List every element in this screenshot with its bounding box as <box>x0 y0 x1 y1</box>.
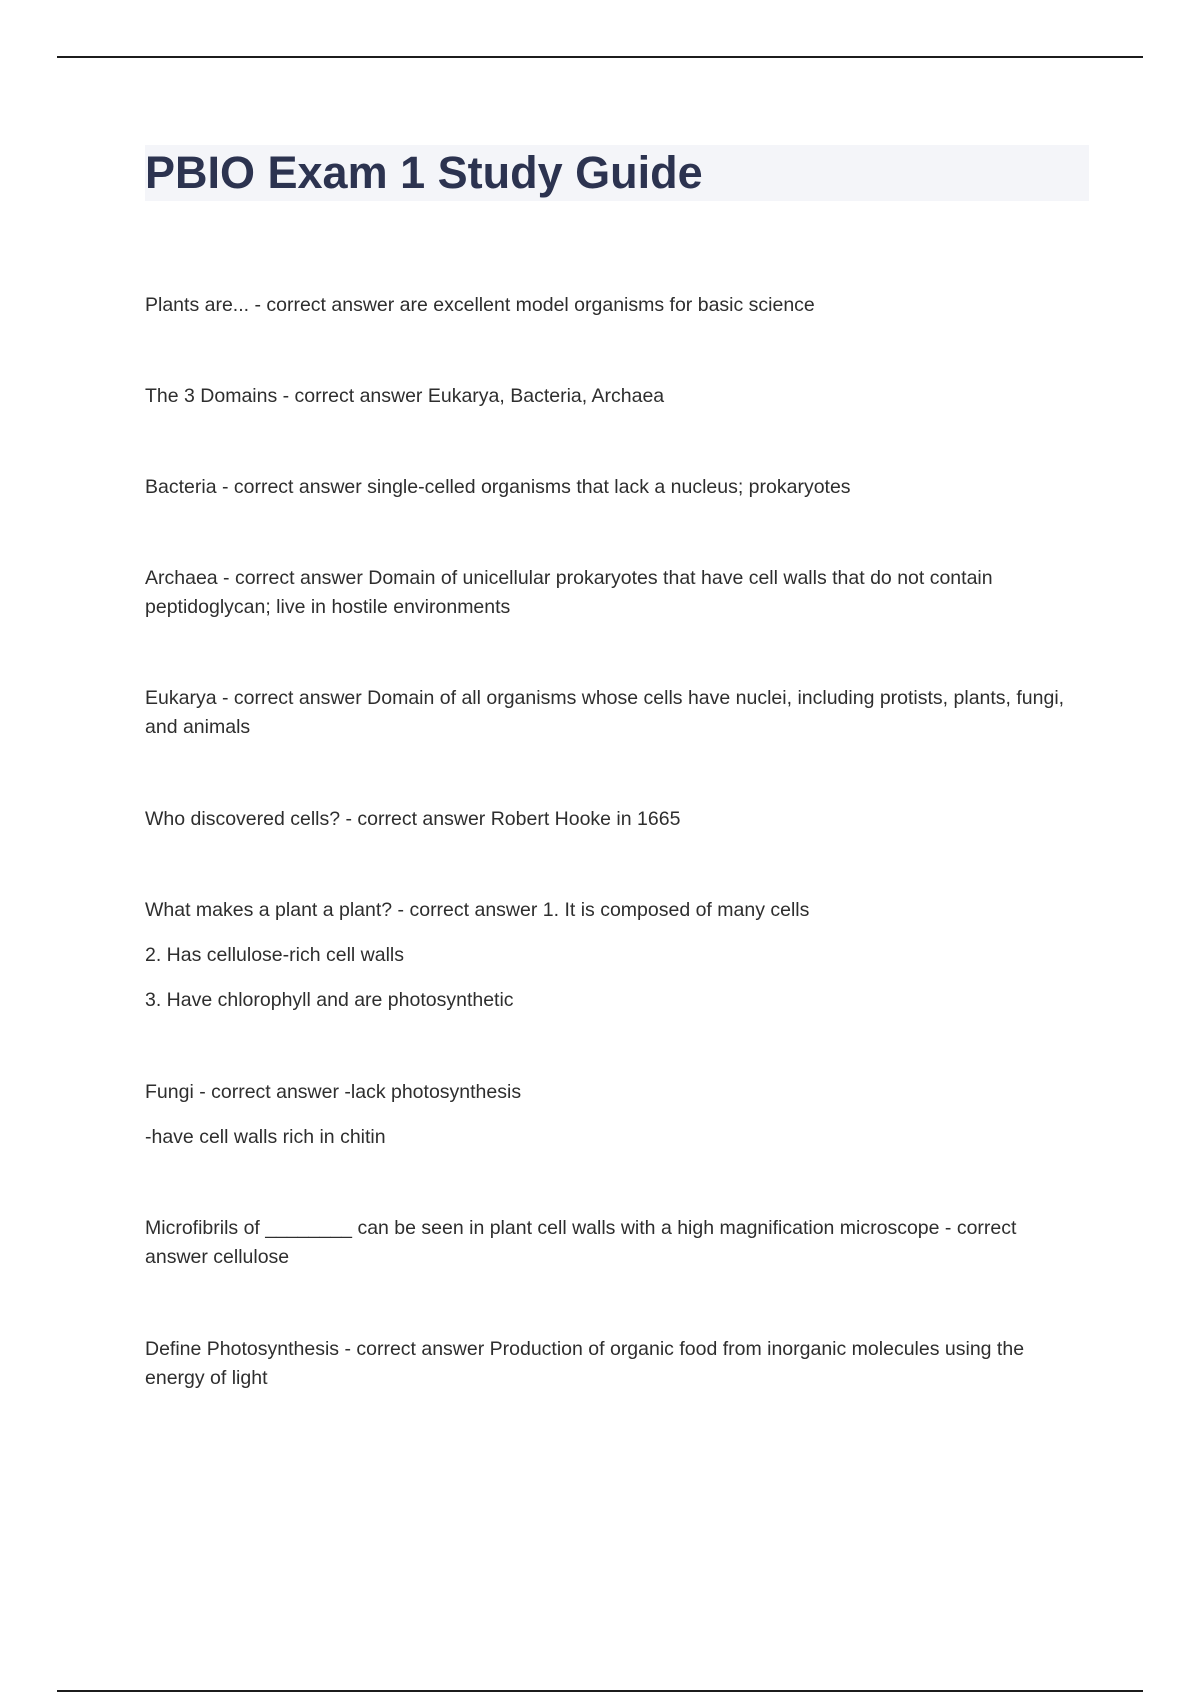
bottom-rule <box>57 1690 1143 1692</box>
card-text: Define Photosynthesis - correct answer Production of organic food from inorganic molecules using the energy of light <box>145 1338 1025 1389</box>
flashcard-fungi <box>145 1078 1065 1152</box>
top-rule <box>57 56 1143 58</box>
document-title: PBIO Exam 1 Study Guide <box>145 147 703 198</box>
flashcard-eukarya <box>145 684 1065 742</box>
card-text: Microfibrils of ________ can be seen in plant cell walls with a high magnification microscope - correct answer cellulose <box>145 1217 1017 1268</box>
card-text: 3. Have chlorophyll and are photosynthetic <box>145 989 514 1011</box>
flashcard-archaea <box>145 564 1065 622</box>
card-text: What makes a plant a plant? - correct answer 1. It is composed of many cells <box>145 899 810 921</box>
card-text: 2. Has cellulose-rich cell walls <box>145 944 405 966</box>
flashcard-bacteria <box>145 473 1065 502</box>
flashcard-who-discovered-cells <box>145 805 1065 834</box>
flashcard-microfibrils <box>145 1214 1065 1272</box>
flashcard-three-domains <box>145 382 1065 411</box>
flashcard-plants-are <box>145 291 1065 320</box>
flashcard-define-photosynthesis <box>145 1335 1065 1393</box>
card-text: The 3 Domains - correct answer Eukarya, Bacteria, Archaea <box>145 385 665 407</box>
card-text: Plants are... - correct answer are excellent model organisms for basic science <box>145 294 815 316</box>
flashcard-what-makes-a-plant <box>145 896 1065 1015</box>
card-text: Bacteria - correct answer single-celled organisms that lack a nucleus; prokaryotes <box>145 476 851 498</box>
card-text: -have cell walls rich in chitin <box>145 1126 386 1148</box>
card-text: Fungi - correct answer -lack photosynthesis <box>145 1081 522 1103</box>
card-text: Archaea - correct answer Domain of unicellular prokaryotes that have cell walls that do not contain peptidoglycan; live in hostile environments <box>145 567 993 618</box>
card-text: Eukarya - correct answer Domain of all organisms whose cells have nuclei, including protists, plants, fungi, and animals <box>145 687 1065 738</box>
card-text: Who discovered cells? - correct answer Robert Hooke in 1665 <box>145 808 681 830</box>
